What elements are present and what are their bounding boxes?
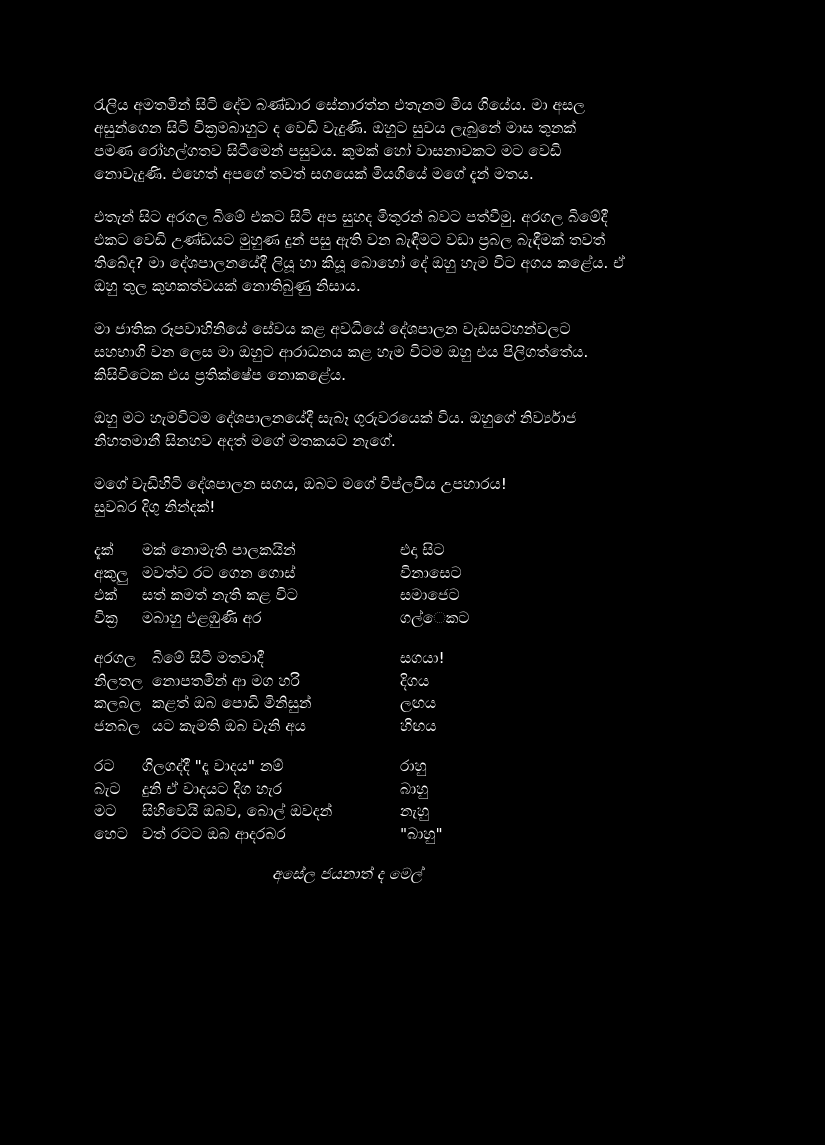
poem-line <box>94 800 734 823</box>
poem-word-middle: මක් නොමැති පාලකයින් <box>142 541 296 559</box>
poem-word-end: නැහු <box>400 802 430 820</box>
poem-word-end: ලඟය <box>400 694 437 712</box>
paragraph-line: නොවැදුණි. එහෙත් අපගේ තවත් සගයෙක් මියගියේ මගේ දැන් මතය. <box>94 165 534 183</box>
poem-word-middle: වත් රටට ඔබ ආදරබර <box>142 824 286 843</box>
poem-line <box>94 692 734 715</box>
poem-line <box>94 823 734 846</box>
paragraph-line: නිහතමානී සිනහව අදත් මගේ මතකයට නැගේ. <box>94 432 396 450</box>
poem-word-start: ජනබල <box>94 716 140 735</box>
poem-word-end: දිගය <box>400 671 430 690</box>
paragraph-line: පමණ රෝහල්ගතව සිටීමෙන් පසුවය. කුමක් හෝ වාසනාවකට මට වෙඩි <box>94 142 562 160</box>
poem-word-middle: මවත්ව රට ගෙන ගොස් <box>142 563 296 582</box>
poem-word-start: එක් <box>94 586 118 604</box>
prose-section <box>94 94 734 519</box>
poem-word-start: බැට <box>94 779 121 798</box>
poem-word-start: අකුලු <box>94 563 128 582</box>
poem-line <box>94 647 734 670</box>
paragraph-line: අසුන්ගෙන සිටි වික්‍රමබාහුට ද වෙඩි වැදුණි. ඔහුට සුවය ලැබුනේ මාස තුනක් <box>94 119 576 137</box>
poem-word-start: කලබල <box>94 694 142 712</box>
letter-page <box>94 94 734 885</box>
poem-word-start: මට <box>94 802 117 820</box>
signature: අසේල ජයනාත් ද මෙල් <box>272 865 423 883</box>
paragraph-line: සහභාගි වන ලෙස මා ඔහුට ආරාධනය කළ හැම විටම ඔහු එය පිලිගත්තේය. <box>94 343 589 361</box>
poem-word-start: හෙට <box>94 824 128 843</box>
poem-word-start: රට <box>94 757 115 775</box>
paragraph-line: එකට වෙඩි උණ්ඩයට මුහුණ දුන් පසු ඇති වන බැඳීමට වඩා ප්‍රබල බැඳීමක් තවත් <box>94 231 606 249</box>
poem-line <box>94 584 734 607</box>
poem-word-end: එදා සිට <box>400 541 445 559</box>
paragraph-line: එතැන් සිට අරගල බිමේ එකට සිටි අප සුහද මිතුරන් බවට පත්වීමු. අරගල බිමේදී <box>94 208 608 226</box>
poem-line <box>94 562 734 585</box>
poem-line <box>94 607 734 630</box>
poem-word-end: ගල්ෙකට <box>400 608 470 627</box>
paragraph <box>94 94 734 186</box>
poem-word-end: "බාහු" <box>400 824 443 843</box>
poem-line <box>94 670 734 693</box>
poem-stanza <box>94 647 734 737</box>
paragraph-line: මා ජාතික රූපවාහිනියේ සේවය කළ අවධියේ දේශපාලන වැඩසටහන්වලට <box>94 320 571 338</box>
paragraph-line: ඔහු මට හැමවිටම දේශපාලනයේදී සැබෑ ගුරුවරයෙක් විය. ඔහුගේ නිර්ව්‍යාජ <box>94 409 577 427</box>
poem-word-start: වික්‍ර <box>94 608 118 627</box>
poem-word-middle: සිහිවෙයි ඔබව, බොල් ඔවදන් <box>142 802 333 820</box>
poem-word-middle: නොපතමින් ආ මග හරි <box>152 671 300 690</box>
poem-word-end: සගයා! <box>400 649 445 667</box>
poem-word-end: හිඟය <box>400 716 437 735</box>
paragraph-line: මගේ වැඩිහිටි දේශපාලන සගය, ඔබට මගේ විප්ලවීය උපහාරය! <box>94 475 507 493</box>
paragraph <box>94 407 734 453</box>
paragraph-line: රැලිය අමතමින් සිටි දේව බණ්ඩාර සේනාරත්න එතැනම මිය ගියේය. මා අසල <box>94 96 585 114</box>
paragraph-line: කිසිවිටෙක එය ප්‍රතික්ෂේප නොකළේය. <box>94 366 347 384</box>
poem-word-middle: සත් කමත් නැති කළ විට <box>142 586 298 604</box>
poem-line <box>94 755 734 778</box>
poem-word-middle: මබාහු එළඹුණි අර <box>142 608 262 627</box>
paragraph-line: ඔහු තුල කුහකත්වයක් නොතිබුණු නිසාය. <box>94 277 361 295</box>
poem-word-end: රාහු <box>400 757 427 775</box>
paragraph-line: සුවබර දිගු නින්දක්! <box>94 498 216 516</box>
poem-word-end: විනාසෙට <box>400 563 462 582</box>
poem-word-middle: යට කැමති ඔබ වැනි අය <box>152 716 306 735</box>
poem-word-start: දැක් <box>94 541 114 559</box>
poem-word-end: බාහු <box>400 779 429 798</box>
poem-line <box>94 539 734 562</box>
poem-line <box>94 715 734 738</box>
paragraph <box>94 318 734 387</box>
paragraph <box>94 206 734 298</box>
paragraph-line: තිබේද? මා දේශපාලනයේදී ලියූ හා කියූ බොහෝ දේ ඔහු හැම විට අගය කළේය. ඒ <box>94 254 625 272</box>
poem-section <box>94 539 734 845</box>
poem-word-middle: ගිලගද්දී "දෑ වාදය" නම් <box>142 757 284 775</box>
poem-word-middle: කළත් ඔබ පොඩි මිනිසුන් <box>152 694 312 712</box>
poem-word-start: අරගල <box>94 649 136 667</box>
poem-word-end: සමාජෙට <box>400 586 460 604</box>
poem-stanza <box>94 539 734 629</box>
poem-word-start: නිලතල <box>94 671 143 690</box>
paragraph <box>94 473 734 519</box>
poem-line <box>94 778 734 801</box>
poem-word-middle: බිමේ සිටි මතවාදී <box>152 649 264 667</box>
poem-word-middle: දුනි ඒ වාදයට දිග හැර <box>142 779 283 798</box>
poem-stanza <box>94 755 734 845</box>
